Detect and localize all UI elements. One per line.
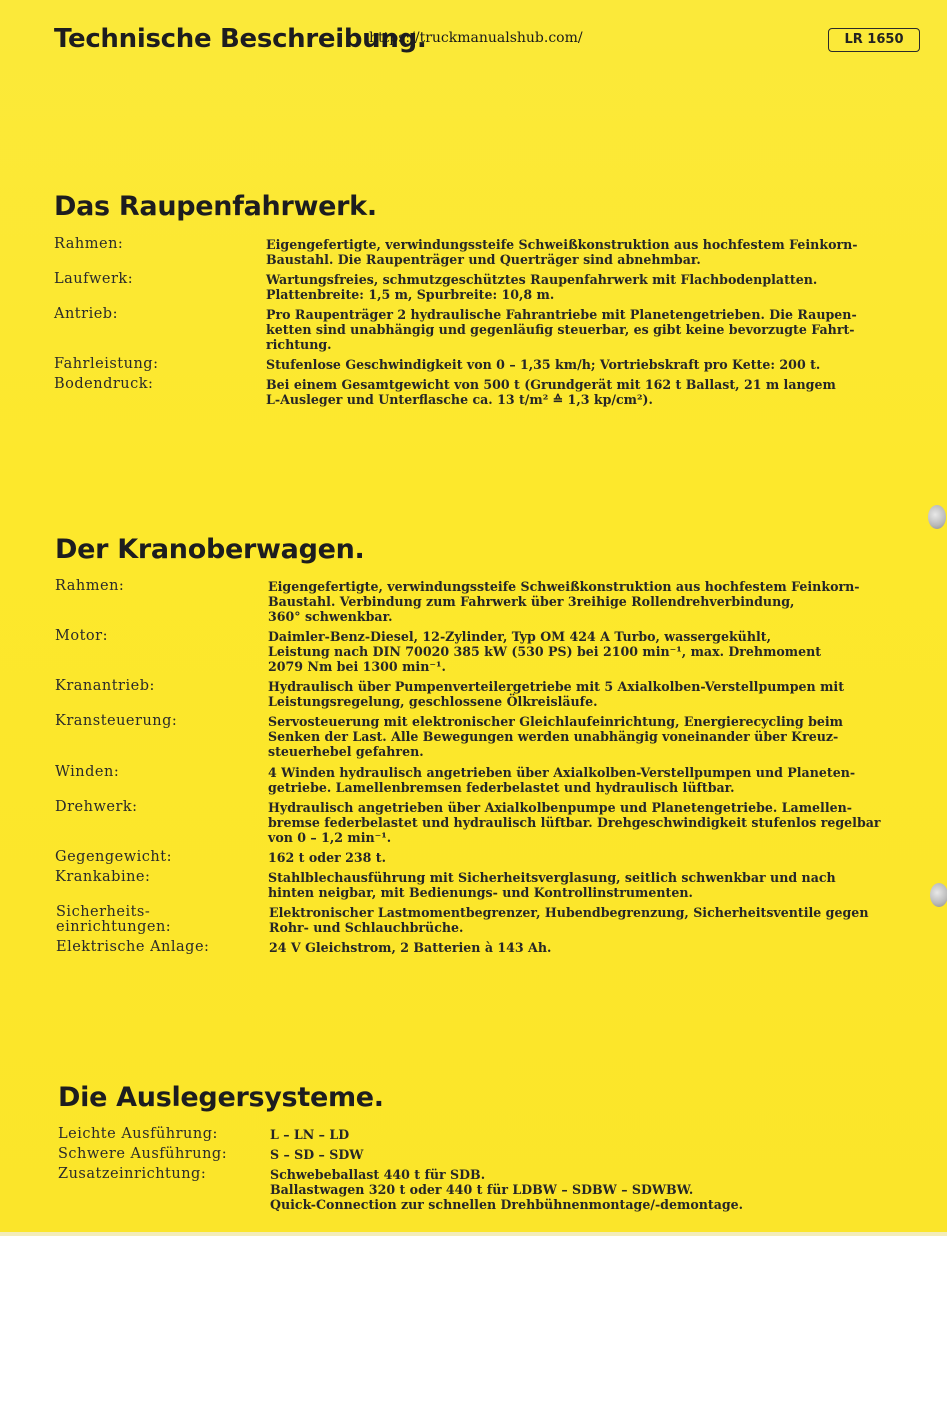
spec-value: Stufenlose Geschwindigkeit von 0 – 1,35 km/h; Vortriebskraft pro Kette: 200 t.	[266, 357, 821, 372]
spec-label: Laufwerk:	[54, 271, 134, 287]
spec-label: Rahmen:	[55, 578, 125, 594]
spec-value: Schwebeballast 440 t für SDB. Ballastwagen 320 t oder 440 t für LDBW – SDBW – SDWBW. Quick-Connection zur schnellen Drehbühnenmontage/-demontage.	[270, 1167, 744, 1212]
spec-value: Servosteuerung mit elektronischer Gleichlaufeinrichtung, Energierecycling beim Senken der Last. Alle Bewegungen werden unabhängig voneinander über Kreuz- steuerhebel gefahren.	[268, 714, 844, 759]
spec-value: 4 Winden hydraulisch angetrieben über Axialkolben-Verstellpumpen und Planeten- getriebe. Lamellenbremsen federbelastet und hydraulisch lüftbar.	[268, 765, 856, 795]
spec-label: Rahmen:	[54, 236, 124, 252]
spec-label: Leichte Ausführung:	[58, 1126, 218, 1142]
spec-label: Fahrleistung:	[54, 356, 159, 372]
spec-value: Eigengefertigte, verwindungssteife Schweißkonstruktion aus hochfestem Feinkorn- Baustahl. Die Raupenträger und Querträger sind abnehmbar.	[266, 237, 858, 267]
model-badge: LR 1650	[828, 28, 920, 52]
spec-value: Elektronischer Lastmomentbegrenzer, Hubendbegrenzung, Sicherheitsventile gegen Rohr- und Schlauchbrüche.	[269, 905, 869, 935]
spec-value: S – SD – SDW	[270, 1147, 364, 1162]
spec-label: Zusatzeinrichtung:	[58, 1166, 207, 1182]
spec-value: Stahlblechausführung mit Sicherheitsverglasung, seitlich schwenkbar und nach hinten neigbar, mit Bedienungs- und Kontrollinstrumenten.	[268, 870, 836, 900]
page-title: Technische Beschreibung.	[54, 24, 427, 54]
spec-label: Bodendruck:	[54, 376, 154, 392]
spec-value: Wartungsfreies, schmutzgeschütztes Raupenfahrwerk mit Flachbodenplatten. Plattenbreite: 1,5 m, Spurbreite: 10,8 m.	[266, 272, 818, 302]
spec-label: Elektrische Anlage:	[56, 939, 210, 955]
spec-label: Gegengewicht:	[55, 849, 172, 865]
spec-label: Drehwerk:	[55, 799, 138, 815]
spec-value: Hydraulisch über Pumpenverteilergetriebe mit 5 Axialkolben-Verstellpumpen mit Leistungsregelung, geschlossene Ölkreisläufe.	[268, 679, 845, 709]
spec-label: Kranantrieb:	[55, 678, 155, 694]
spec-value: Daimler-Benz-Diesel, 12-Zylinder, Typ OM 424 A Turbo, wassergekühlt, Leistung nach DIN 70020 385 kW (530 PS) bei 2100 min⁻¹, max. Drehmoment 2079 Nm bei 1300 min⁻¹.	[268, 629, 822, 674]
spec-label: Krankabine:	[55, 869, 151, 885]
spec-label: Antrieb:	[54, 306, 118, 322]
spec-value: Pro Raupenträger 2 hydraulische Fahrantriebe mit Planetengetrieben. Die Raupen- ketten sind unabhängig und gegenläufig steuerbar, es gibt keine bevorzugte Fahrt- richtung.	[266, 307, 857, 352]
source-url-watermark: https://truckmanualshub.com/	[369, 30, 583, 46]
spec-label: Motor:	[55, 628, 108, 644]
spec-label: Winden:	[55, 764, 120, 780]
spec-label: Kransteuerung:	[55, 713, 178, 729]
section-title-kranoberwagen: Der Kranoberwagen.	[55, 534, 365, 565]
spec-label: Schwere Ausführung:	[58, 1146, 228, 1162]
page-edge-divider	[0, 1232, 947, 1236]
spec-value: Bei einem Gesamtgewicht von 500 t (Grundgerät mit 162 t Ballast, 21 m langem L-Ausleger und Unterflasche ca. 13 t/m² ≙ 1,3 kp/cm²).	[266, 377, 836, 407]
spec-value: 162 t oder 238 t.	[268, 850, 386, 865]
section-title-auslegersysteme: Die Auslegersysteme.	[58, 1082, 384, 1113]
spec-label: Sicherheits- einrichtungen:	[56, 904, 172, 935]
punch-hole-icon	[930, 883, 947, 907]
section-title-raupenfahrwerk: Das Raupenfahrwerk.	[54, 191, 377, 222]
spec-value: Eigengefertigte, verwindungssteife Schweißkonstruktion aus hochfestem Feinkorn- Baustahl. Verbindung zum Fahrwerk über 3reihige Rollendrehverbindung, 360° schwenkbar.	[268, 579, 860, 624]
spec-value: L – LN – LD	[270, 1127, 350, 1142]
spec-value: Hydraulisch angetrieben über Axialkolbenpumpe und Planetengetriebe. Lamellen- bremse federbelastet und hydraulisch lüftbar. Drehgeschwindigkeit stufenlos regelbar von 0 – 1,2 min⁻¹.	[268, 800, 881, 845]
punch-hole-icon	[928, 505, 946, 529]
spec-value: 24 V Gleichstrom, 2 Batterien à 143 Ah.	[269, 940, 552, 955]
